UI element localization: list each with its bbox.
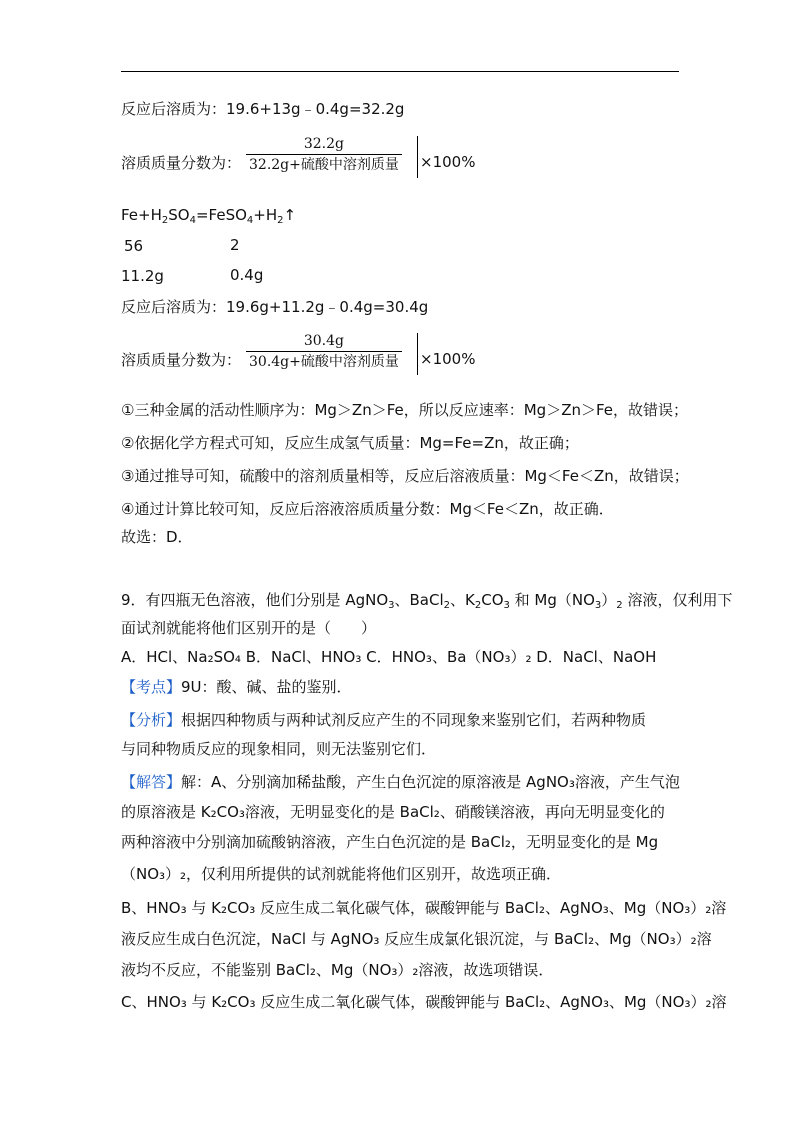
header-rule: [121, 71, 679, 72]
stem-part: ）: [601, 591, 617, 609]
jieda-tag: 【解答】: [121, 773, 182, 791]
conclusion-line: ③通过推导可知，硫酸中的溶剂质量相等，反应后溶液质量：Mg＜Fe＜Zn，故错误；: [121, 467, 689, 485]
fraction: [246, 136, 402, 174]
kaodian-text: 9U：酸、碱、盐的鉴别．: [181, 678, 352, 696]
eq-part: =FeSO: [195, 206, 247, 224]
jieda-line: 两种溶液中分别滴加硫酸钠溶液，产生白色沉淀的是 BaCl₂，无明显变化的是 Mg: [121, 833, 659, 851]
kaodian-tag: 【考点】: [121, 678, 182, 696]
fraction: [246, 333, 402, 371]
option-b-line: 液反应生成白色沉淀，NaCl 与 AgNO₃ 反应生成氯化银沉淀，与 BaCl₂、Mg（NO₃）₂溶: [121, 930, 712, 948]
question-options: A．HCl、Na₂SO₄ B．NaCl、HNO₃ C．HNO₃、Ba（NO₃）₂ D．NaCl、NaOH: [121, 648, 657, 666]
ratio-value: 0.4g: [230, 266, 264, 284]
conclusion-line: ④通过计算比较可知，反应后溶液溶质质量分数：Mg＜Fe＜Zn，故正确．: [121, 500, 614, 518]
fraction-bar: [417, 333, 418, 375]
option-c-line: C、HNO₃ 与 K₂CO₃ 反应生成二氧化碳气体，碳酸钾能与 BaCl₂、AgNO₃、Mg（NO₃）₂溶: [121, 993, 727, 1011]
answer-choice: 故选：D．: [121, 528, 193, 546]
stem-part: 溶液，仅利用下: [622, 591, 733, 609]
fenxi-tag: 【分析】: [121, 711, 182, 729]
option-b-line: B、HNO₃ 与 K₂CO₃ 反应生成二氧化碳气体，碳酸钾能与 BaCl₂、AgNO₃、Mg（NO₃）₂溶: [121, 899, 727, 917]
stem-part: 和 Mg（NO: [509, 591, 595, 609]
ratio-value: 11.2g: [121, 267, 164, 285]
fraction-multiplier: ×100%: [420, 350, 476, 368]
stem-sub: 3: [503, 600, 510, 611]
option-b-line: 液均不反应，不能鉴别 BaCl₂、Mg（NO₃）₂溶液，故选项错误．: [121, 961, 554, 979]
stem-part: 、K: [450, 591, 475, 609]
fenxi-line: [121, 710, 646, 730]
eq-part: Fe+H: [121, 206, 162, 224]
jieda-text: 解：A、分别滴加稀盐酸，产生白色沉淀的原溶液是 AgNO₃溶液，产生气泡: [181, 773, 680, 791]
stem-part: CO: [481, 591, 504, 609]
eq-sub: 2: [161, 215, 169, 226]
stem-sub: 2: [474, 600, 482, 611]
frac-label: 溶质质量分数为：: [121, 351, 242, 369]
stem-sub: 2: [616, 600, 623, 611]
text-line: 反应后溶质为：19.6+13g﹣0.4g=32.2g: [121, 100, 405, 118]
eq-sub: 4: [246, 215, 254, 226]
fenxi-line: 与同种物质反应的现象相同，则无法鉴别它们．: [121, 740, 437, 758]
fraction-bar: [417, 136, 418, 178]
kaodian-line: [121, 677, 352, 697]
eq-part: SO: [168, 206, 190, 224]
jieda-line: [121, 772, 680, 792]
question-stem: 面试剂就能将他们区别开的是（ ）: [121, 619, 377, 637]
ratio-value: 2: [230, 236, 240, 254]
chemical-equation: [121, 205, 296, 231]
stem-sub: 2: [443, 600, 450, 611]
fraction-multiplier: ×100%: [420, 153, 476, 171]
fraction-denominator: 30.4g+硫酸中溶剂质量: [249, 354, 399, 370]
stem-part: 9．有四瓶无色溶液，他们分别是 AgNO: [121, 591, 389, 609]
frac-label: 溶质质量分数为：: [121, 154, 242, 172]
question-stem: [121, 590, 732, 616]
stem-sub: 3: [388, 600, 395, 611]
eq-sub: 4: [189, 215, 196, 226]
text-line: 反应后溶质为：19.6g+11.2g﹣0.4g=30.4g: [121, 298, 429, 316]
ratio-value: 56: [124, 237, 144, 255]
conclusion-line: ②依据化学方程式可知，反应生成氢气质量：Mg=Fe=Zn，故正确；: [121, 434, 579, 452]
eq-part: +H: [253, 206, 278, 224]
eq-sub: 2: [277, 215, 284, 226]
stem-sub: 3: [594, 600, 602, 611]
jieda-line: 的原溶液是 K₂CO₃溶液，无明显变化的是 BaCl₂、硝酸镁溶液，再向无明显变化的: [121, 803, 665, 821]
fraction-denominator: 32.2g+硫酸中溶剂质量: [249, 157, 399, 173]
fenxi-text: 根据四种物质与两种试剂反应产生的不同现象来鉴别它们，若两种物质: [181, 711, 647, 729]
jieda-line: （NO₃）₂，仅利用所提供的试剂就能将他们区别开，故选项正确．: [121, 865, 562, 883]
conclusion-line: ①三种金属的活动性顺序为：Mg＞Zn＞Fe，所以反应速率：Mg＞Zn＞Fe，故错误；: [121, 401, 689, 419]
fraction-numerator: 32.2g: [246, 136, 402, 155]
eq-part: ↑: [283, 206, 297, 224]
fraction-numerator: 30.4g: [246, 333, 402, 352]
stem-part: 、BaCl: [394, 591, 444, 609]
